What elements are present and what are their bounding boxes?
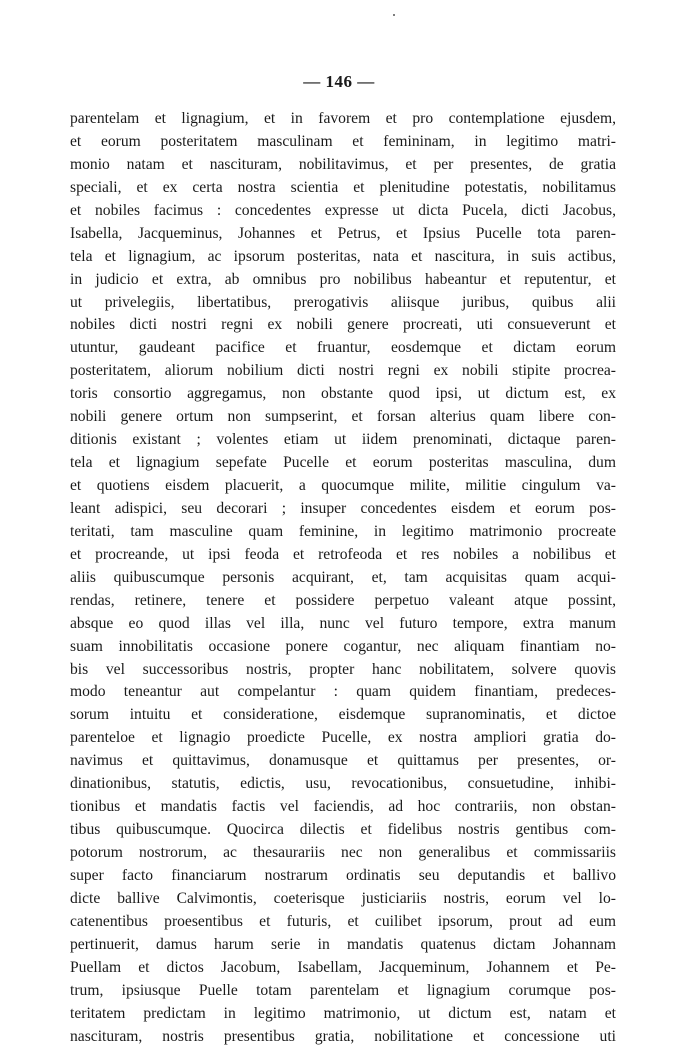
text-line: pertinuerit, damus harum serie in mandatis quatenus dictam Johannam [70,934,616,957]
print-speck [393,14,395,16]
text-line: bis vel successoribus nostris, propter hanc nobilitatem, solvere quovis [70,659,616,682]
text-line: parenteloe et lignagio proedicte Pucelle, ex nostra ampliori gratia do- [70,727,616,750]
text-line: catenentibus proesentibus et futuris, et cuilibet ipsorum, prout ad eum [70,911,616,934]
text-line: tionibus et mandatis factis vel faciendis, ad hoc contrariis, non obstan- [70,796,616,819]
text-line: et eorum posteritatem masculinam et femininam, in legitimo matri- [70,131,616,154]
text-line: toris consortio aggregamus, non obstante quod ipsi, ut dictum est, ex [70,383,616,406]
text-line: navimus et quittavimus, donamusque et quittamus per presentes, or- [70,750,616,773]
text-line: suam innobilitatis occasione ponere cogantur, nec aliquam finantiam no- [70,636,616,659]
text-line: Isabella, Jacqueminus, Johannes et Petrus, et Ipsius Pucelle tota paren- [70,223,616,246]
text-line: ditionis existant ; volentes etiam ut iidem prenominati, dictaque paren- [70,429,616,452]
text-line: utuntur, gaudeant pacifice et fruantur, eosdemque et dictam eorum [70,337,616,360]
text-line: teritati, tam masculine quam feminine, in legitimo matrimonio procreate [70,521,616,544]
text-line: nobiles dicti nostri regni ex nobili genere procreati, uti consueverunt et [70,314,616,337]
text-line: potorum nostrorum, ac thesaurariis nec non generalibus et commissariis [70,842,616,865]
text-line: tela et lignagium sepefate Pucelle et eorum posteritas masculina, dum [70,452,616,475]
text-line: Puellam et dictos Jacobum, Isabellam, Jacqueminum, Johannem et Pe- [70,957,616,980]
text-line: tela et lignagium, ac ipsorum posteritas, nata et nascitura, in suis actibus, [70,246,616,269]
text-line: ut privelegiis, libertatibus, prerogativis aliisque juribus, quibus alii [70,292,616,315]
text-line: dinationibus, statutis, edictis, usu, revocationibus, consuetudine, inhibi- [70,773,616,796]
text-line: nobili genere ortum non sumpserint, et forsan alterius quam libere con- [70,406,616,429]
text-line: leant adispici, seu decorari ; insuper concedentes eisdem et eorum pos- [70,498,616,521]
text-line: tibus quibuscumque. Quocirca dilectis et fidelibus nostris gentibus com- [70,819,616,842]
text-line: modo teneantur aut compelantur : quam quidem finantiam, predeces- [70,681,616,704]
text-line: rendas, retinere, tenere et possidere perpetuo valeant atque possint, [70,590,616,613]
page-number: — 146 — [0,72,678,92]
text-line: teritatem predictam in legitimo matrimonio, ut dictum est, natam et [70,1003,616,1026]
text-line: super facto financiarum nostrarum ordinatis seu deputandis et ballivo [70,865,616,888]
text-line: monio natam et nascituram, nobilitavimus, et per presentes, de gratia [70,154,616,177]
text-line: absque eo quod illas vel illa, nunc vel futuro tempore, extra manum [70,613,616,636]
text-line: et nobiles facimus : concedentes expresse ut dicta Pucela, dicti Jacobus, [70,200,616,223]
body-text [70,108,616,1048]
text-line: nascituram, nostris presentibus gratia, nobilitatione et concessione uti [70,1026,616,1048]
text-line: speciali, et ex certa nostra scientia et plenitudine potestatis, nobilitamus [70,177,616,200]
text-line: et procreande, ut ipsi feoda et retrofeoda et res nobiles a nobilibus et [70,544,616,567]
text-line: aliis quibuscumque personis acquirant, et, tam acquisitas quam acqui- [70,567,616,590]
text-line: dicte ballive Calvimontis, coeterisque justiciariis nostris, eorum vel lo- [70,888,616,911]
text-line: in judicio et extra, ab omnibus pro nobilibus habeantur et reputentur, et [70,269,616,292]
text-line: parentelam et lignagium, et in favorem et pro contemplatione ejusdem, [70,108,616,131]
text-line: posteritatem, aliorum nobilium dicti nostri regni ex nobili stipite procrea- [70,360,616,383]
text-line: trum, ipsiusque Puelle totam parentelam et lignagium corumque pos- [70,980,616,1003]
text-line: et quotiens eisdem placuerit, a quocumque milite, militie cingulum va- [70,475,616,498]
text-line: sorum intuitu et consideratione, eisdemque supranominatis, et dictoe [70,704,616,727]
